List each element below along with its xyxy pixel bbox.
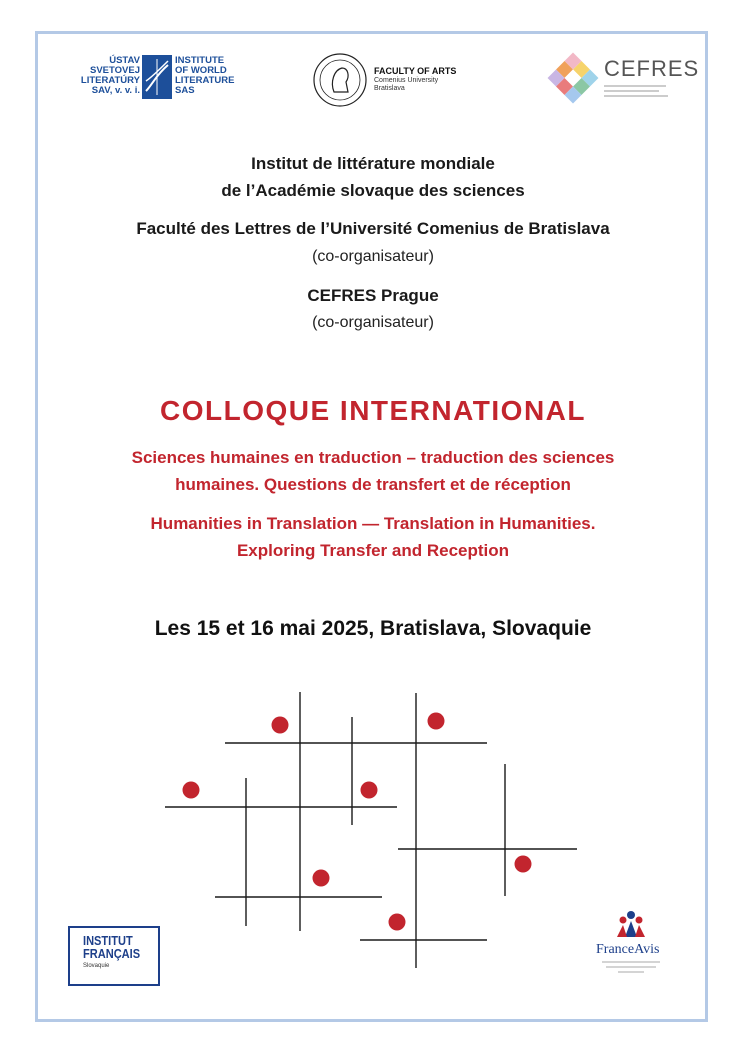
organiser-line-1: Institut de littérature mondiale bbox=[251, 154, 495, 173]
faculty-organiser: Faculté des Lettres de l’Université Comenius de Bratislava bbox=[136, 219, 610, 238]
french-title-line-1: Sciences humaines en traduction – traduction des sciences bbox=[131, 448, 615, 467]
franceavis-people-icon bbox=[614, 910, 648, 940]
organiser-line-2: de l’Académie slovaque des sciences bbox=[221, 181, 525, 200]
english-title-line-1: Humanities in Translation — Translation in Humanities. bbox=[150, 514, 596, 533]
franceavis-tagline bbox=[600, 960, 662, 974]
usl-logo-slovak: ÚSTAV SVETOVEJ LITERATÚRY SAV, v. v. i. bbox=[80, 55, 140, 96]
event-date: Les 15 et 16 mai 2025, Bratislava, Slovaquie bbox=[154, 617, 592, 640]
grid-dot bbox=[428, 713, 445, 730]
institut-francais-logo bbox=[68, 926, 160, 986]
grid-lines bbox=[165, 692, 577, 968]
faculty-role: (co-organisateur) bbox=[312, 248, 434, 265]
cefres-mosaic-icon bbox=[545, 50, 601, 106]
grid-dot bbox=[272, 717, 289, 734]
usl-logo-english: INSTITUTE OF WORLD LITERATURE SAS bbox=[175, 55, 235, 96]
faculty-name: FACULTY OF ARTS bbox=[374, 66, 457, 76]
english-title-line-2: Exploring Transfer and Reception bbox=[236, 541, 510, 560]
institut-francais-sub: Slovaquie bbox=[83, 963, 110, 969]
grid-dot bbox=[361, 782, 378, 799]
event-title: COLLOQUE INTERNATIONAL bbox=[159, 395, 586, 426]
grid-dot bbox=[389, 914, 406, 931]
french-title-line-2: humaines. Questions de transfert et de réception bbox=[175, 475, 571, 494]
cefres-role: (co-organisateur) bbox=[312, 314, 434, 331]
franceavis-name: FranceAvis bbox=[596, 942, 660, 957]
grid-dot bbox=[515, 856, 532, 873]
cefres-tagline bbox=[604, 84, 674, 98]
faculty-seal-icon bbox=[312, 52, 368, 108]
grid-dot bbox=[183, 782, 200, 799]
cefres-organiser: CEFRES Prague bbox=[307, 286, 439, 305]
faculty-sub: Comenius University Bratislava bbox=[374, 77, 439, 92]
grid-dots bbox=[183, 713, 532, 931]
usl-book-icon bbox=[142, 55, 172, 99]
cefres-name: CEFRES bbox=[604, 56, 700, 81]
institut-francais-name: INSTITUT FRANÇAIS bbox=[83, 933, 141, 961]
grid-dot bbox=[313, 870, 330, 887]
